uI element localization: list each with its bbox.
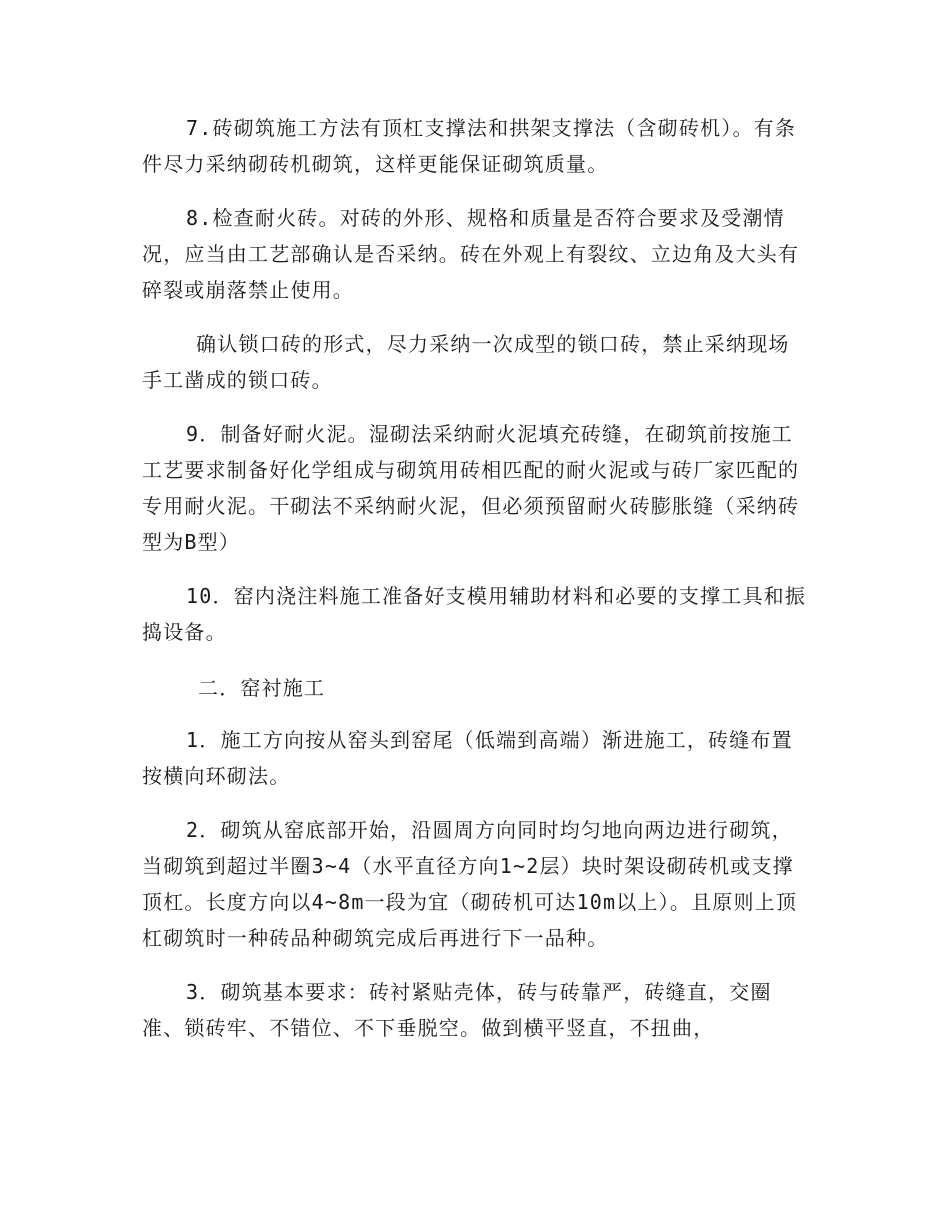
paragraph-8-inspect-bricks: 8.检查耐火砖。对砖的外形、规格和质量是否符合要求及受潮情况，应当由工艺部确认是否采纳。砖在外观上有裂纹、立边角及大头有碎裂或崩落禁止使用。	[142, 206, 800, 302]
section-heading-kiln-lining: 二．窑衬施工	[198, 676, 326, 700]
paragraph-1-construction-direction: 1．施工方向按从窑头到窑尾（低端到高端）渐进施工，砖缝布置按横向环砌法。	[142, 728, 793, 788]
paragraph-7-masonry-method: 7.砖砌筑施工方法有顶杠支撑法和拱架支撑法（含砌砖机）。有条件尽力采纳砌砖机砌筑，这样更能保证砌筑质量。	[142, 116, 797, 176]
paragraph-10-castable-prep: 10．窑内浇注料施工准备好支模用辅助材料和必要的支撑工具和振捣设备。	[142, 584, 807, 644]
paragraph-9-refractory-mortar: 9．制备好耐火泥。湿砌法采纳耐火泥填充砖缝，在砌筑前按施工工艺要求制备好化学组成与砌筑用砖相匹配的耐火泥或与砖厂家匹配的专用耐火泥。干砌法不采纳耐火泥，但必须预留耐火砖膨胀缝（采纳砖型为B型）	[142, 422, 800, 554]
paragraph-2-masonry-start: 2．砌筑从窑底部开始，沿圆周方向同时均匀地向两边进行砌筑，当砌筑到超过半圈3~4（水平直径方向1~2层）块时架设砌砖机或支撑顶杠。长度方向以4~8m一段为宜（砌砖机可达10m以上）。且原则上顶杠砌筑时一种砖品种砌筑完成后再进行下一品种。	[142, 818, 798, 950]
paragraph-3-basic-requirements: 3．砌筑基本要求：砖衬紧贴壳体，砖与砖靠严，砖缝直，交圈准、锁砖牢、不错位、不下垂脱空。做到横平竖直，不扭曲，	[142, 980, 772, 1040]
paragraph-lock-brick: 确认锁口砖的形式，尽力采纳一次成型的锁口砖，禁止采纳现场手工凿成的锁口砖。	[142, 332, 790, 392]
